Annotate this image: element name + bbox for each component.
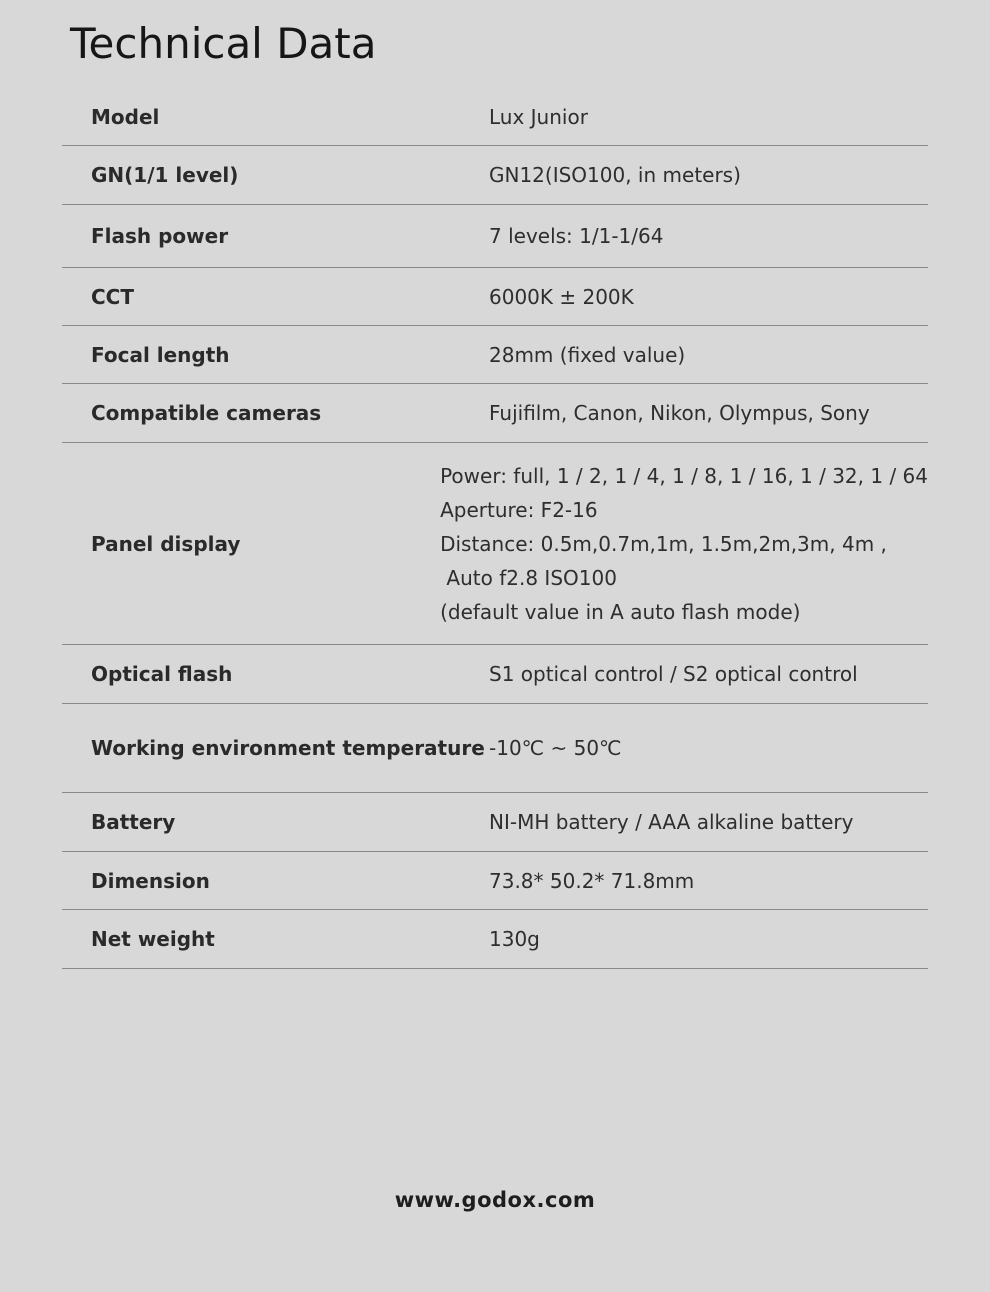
spec-label: Optical flash [91, 662, 233, 686]
spec-label-line: Working environment [91, 736, 336, 760]
spec-row-net-weight [62, 910, 928, 969]
spec-value: GN12(ISO100, in meters) [489, 163, 741, 187]
spec-value: -10℃ ~ 50℃ [489, 736, 622, 760]
spec-value: 73.8* 50.2* 71.8mm [489, 868, 695, 893]
spec-label: CCT [91, 284, 134, 309]
spec-label-multiline [62, 733, 489, 763]
spec-value-multiline [440, 459, 928, 629]
spec-label: GN(1/1 level) [91, 163, 239, 187]
spec-value: 6000K ± 200K [489, 284, 634, 309]
panel-display-line: Power: full, 1 / 2, 1 / 4, 1 / 8, 1 / 16, 1 / 32, 1 / 64 [440, 463, 928, 488]
spec-row-optical-flash [62, 645, 928, 704]
spec-label-line: temperature [342, 736, 485, 760]
spec-row-working-temperature [62, 704, 928, 793]
spec-label: Focal length [91, 342, 230, 367]
spec-value: NI-MH battery / AAA alkaline battery [489, 810, 854, 834]
spec-row-panel-display [62, 443, 928, 645]
spec-value: 7 levels: 1/1-1/64 [489, 224, 664, 248]
spec-value: Lux Junior [489, 104, 588, 129]
spec-value: S1 optical control / S2 optical control [489, 662, 858, 686]
panel-display-line: Auto f2.8 ISO100 [440, 565, 617, 590]
spec-label: Panel display [91, 531, 241, 556]
panel-display-line: (default value in A auto flash mode) [440, 599, 801, 624]
spec-label: Flash power [91, 224, 229, 248]
spec-value: 130g [489, 927, 540, 951]
spec-row-gn [62, 146, 928, 205]
spec-label: Battery [91, 810, 176, 834]
spec-row-compatible-cameras [62, 384, 928, 443]
page-title: Technical Data [70, 19, 377, 68]
spec-value: Fujifilm, Canon, Nikon, Olympus, Sony [489, 401, 870, 425]
spec-row-dimension [62, 852, 928, 910]
spec-table [62, 88, 928, 969]
spec-row-model [62, 88, 928, 146]
spec-label: Model [91, 104, 160, 129]
website-link[interactable]: www.godox.com [394, 1188, 596, 1212]
spec-row-flash-power [62, 205, 928, 268]
spec-row-cct [62, 268, 928, 326]
panel-display-line: Aperture: F2-16 [440, 497, 598, 522]
spec-value: 28mm (fixed value) [489, 342, 686, 367]
spec-label: Net weight [91, 927, 215, 951]
panel-display-line: Distance: 0.5m,0.7m,1m, 1.5m,2m,3m, 4m , [440, 531, 887, 556]
spec-row-battery [62, 793, 928, 852]
spec-label: Dimension [91, 868, 210, 893]
spec-label: Compatible cameras [91, 401, 322, 425]
spec-row-focal-length [62, 326, 928, 384]
